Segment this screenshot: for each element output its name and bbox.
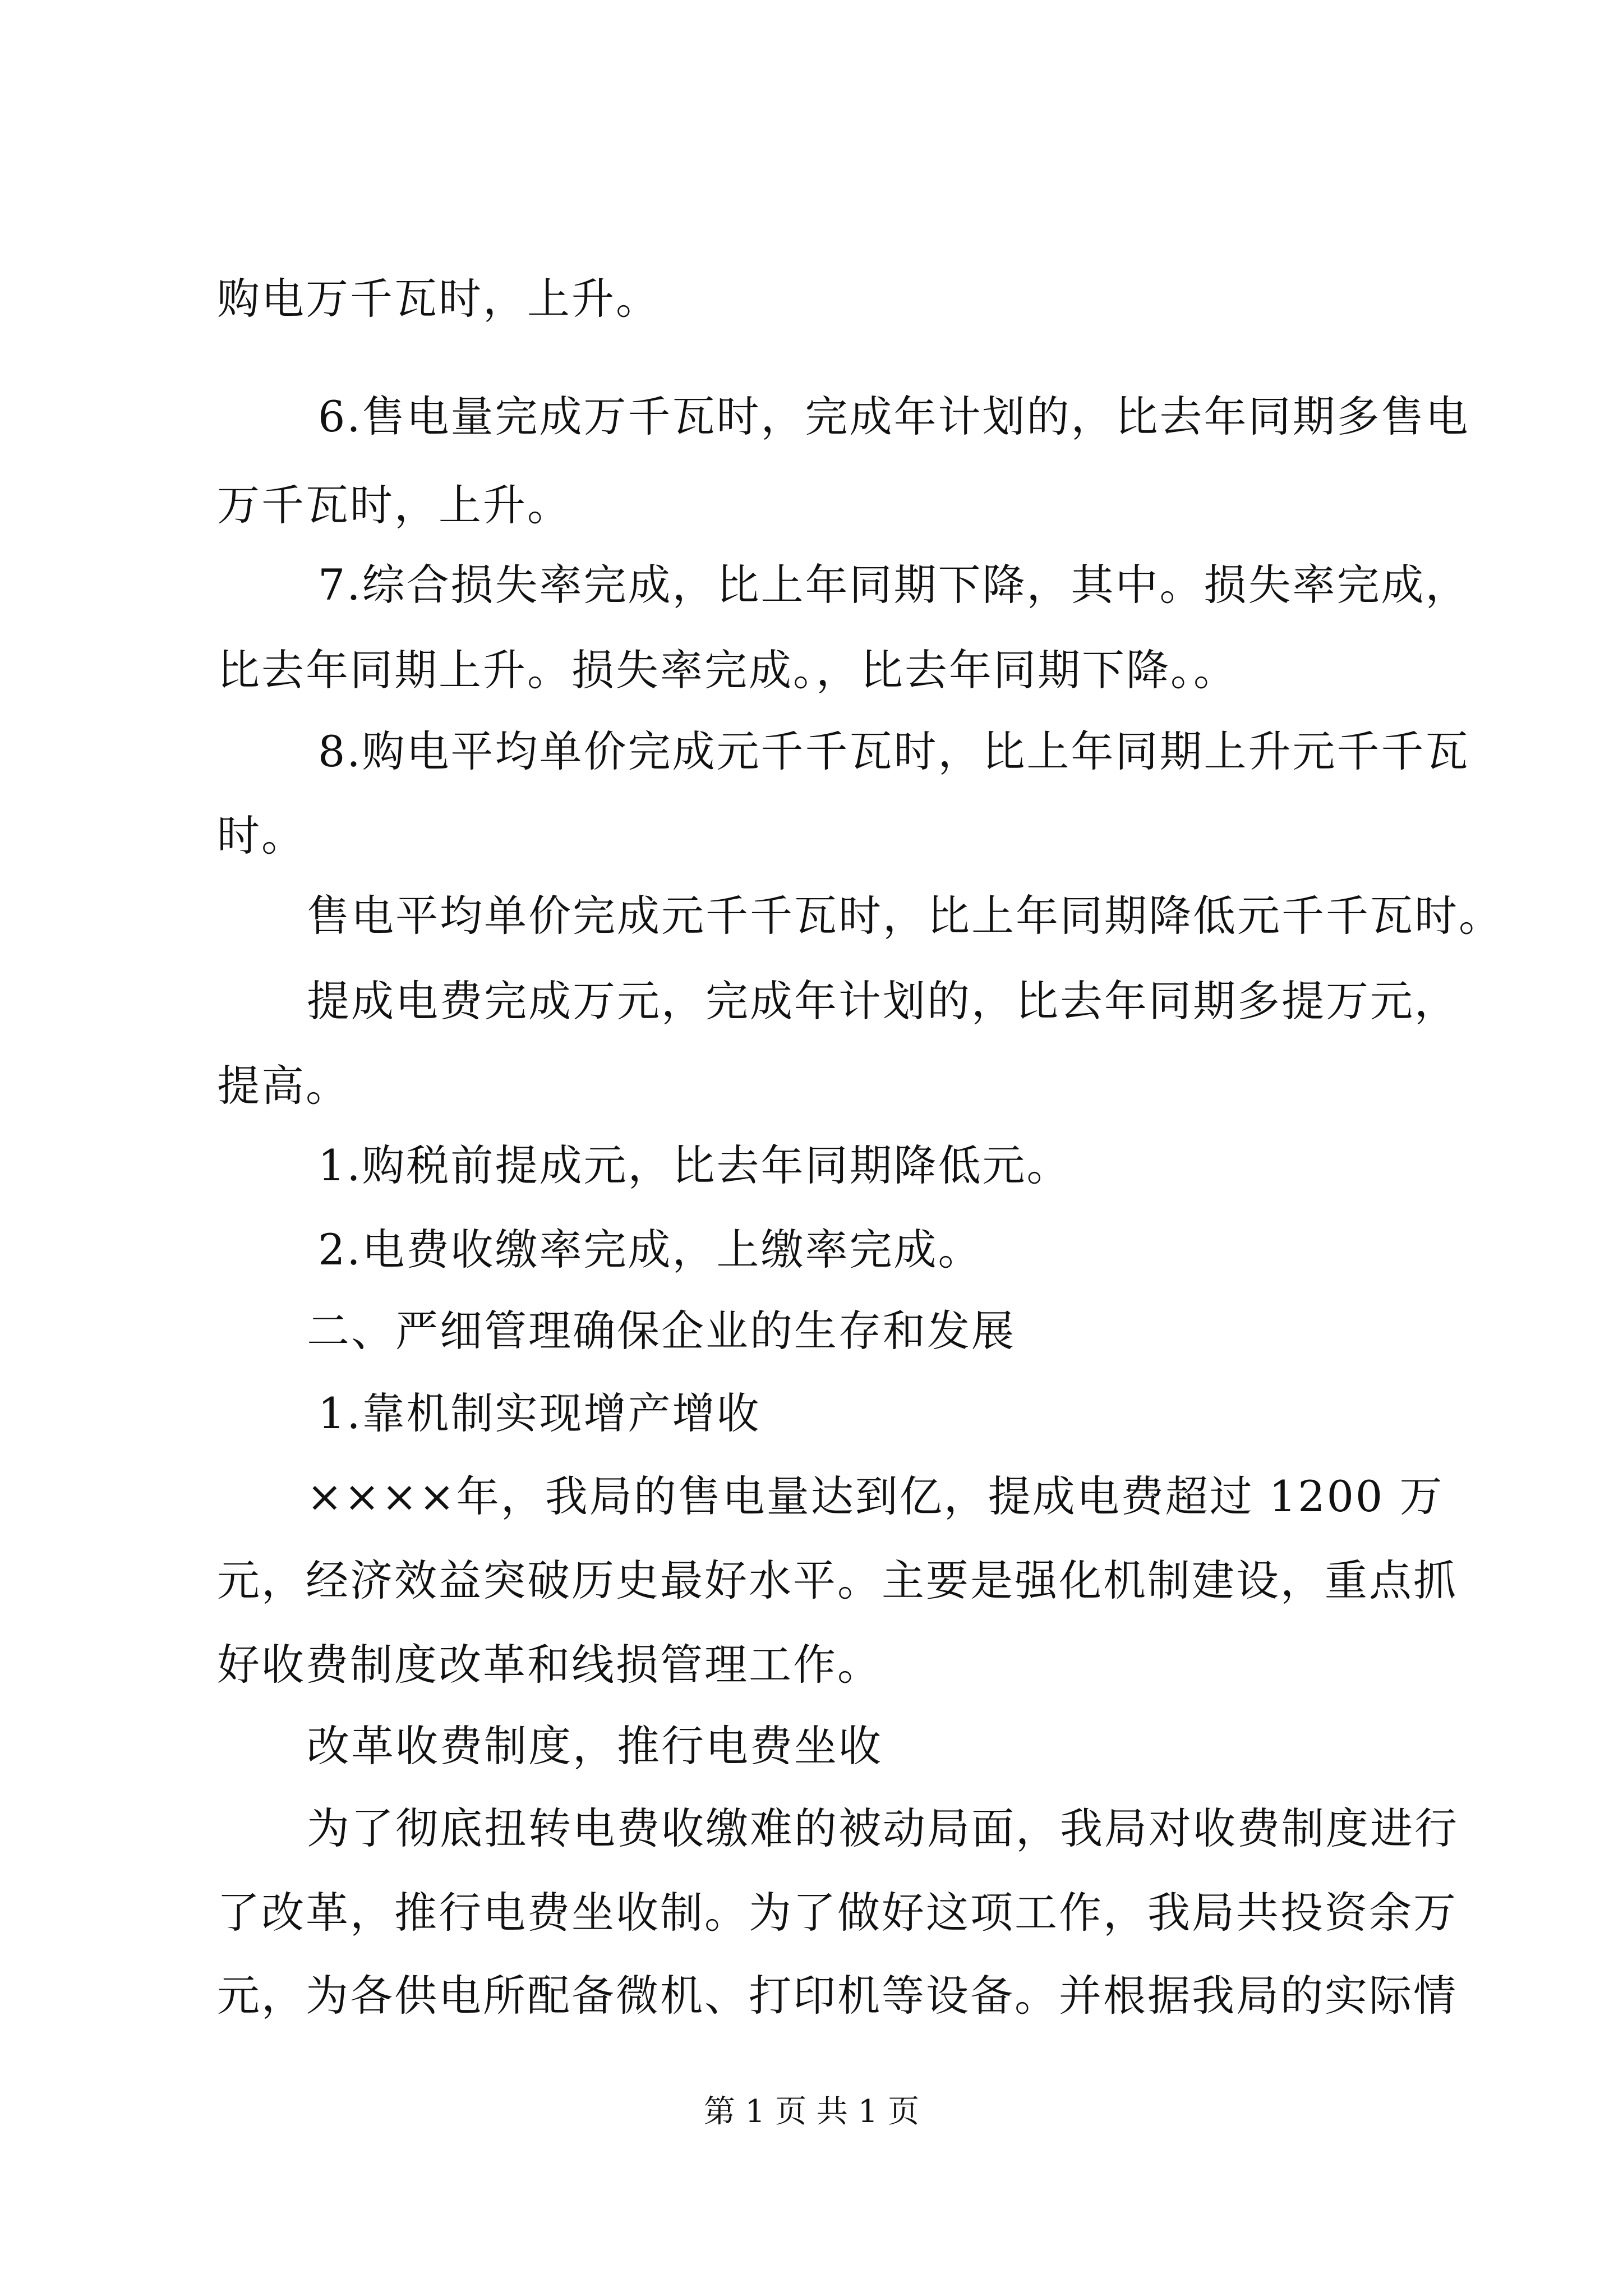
body-line-15: 好收费制度改革和线损管理工作。 xyxy=(217,1640,882,1690)
section-heading: 二、严细管理确保企业的生存和发展 xyxy=(307,1306,1016,1356)
body-line-8: 售电平均单价完成元千千瓦时，比上年同期降低元千千瓦时。 xyxy=(307,891,1503,941)
body-line-16: 为了彻底扭转电费收缴难的被动局面，我局对收费制度进行 xyxy=(307,1803,1459,1853)
body-line-4: 7.综合损失率完成，比上年同期下降，其中。损失率完成， xyxy=(318,560,1470,610)
body-line-3: 万千瓦时，上升。 xyxy=(217,480,571,530)
subsection-heading-2: 改革收费制度，推行电费坐收 xyxy=(307,1721,883,1771)
page-footer: 第 1 页 共 1 页 xyxy=(703,2093,920,2130)
body-line-11: 1.购税前提成元，比去年同期降低元。 xyxy=(318,1140,1071,1190)
body-line-5: 比去年同期上升。损失率完成。，比去年同期下降。。 xyxy=(217,645,1238,695)
body-line-17: 了改革，推行电费坐收制。为了做好这项工作，我局共投资余万 xyxy=(217,1888,1458,1938)
body-line-12: 2.电费收缴率完成，上缴率完成。 xyxy=(318,1225,983,1274)
body-line-2: 6.售电量完成万千瓦时，完成年计划的，比去年同期多售电 xyxy=(318,392,1470,441)
body-line-9: 提成电费完成万元，完成年计划的，比去年同期多提万元， xyxy=(307,976,1459,1026)
body-line-14: 元，经济效益突破历史最好水平。主要是强化机制建设，重点抓 xyxy=(217,1556,1458,1605)
body-line-18: 元，为各供电所配备微机、打印机等设备。并根据我局的实际情 xyxy=(217,1971,1458,2021)
body-line-1: 购电万千瓦时，上升。 xyxy=(217,274,660,324)
subsection-heading: 1.靠机制实现增产增收 xyxy=(318,1388,761,1438)
body-line-10: 提高。 xyxy=(217,1061,350,1111)
body-line-7: 时。 xyxy=(217,811,306,861)
body-line-6: 8.购电平均单价完成元千千瓦时，比上年同期上升元千千瓦 xyxy=(318,726,1470,776)
body-line-13: ××××年，我局的售电量达到亿，提成电费超过 1200 万 xyxy=(307,1471,1444,1521)
